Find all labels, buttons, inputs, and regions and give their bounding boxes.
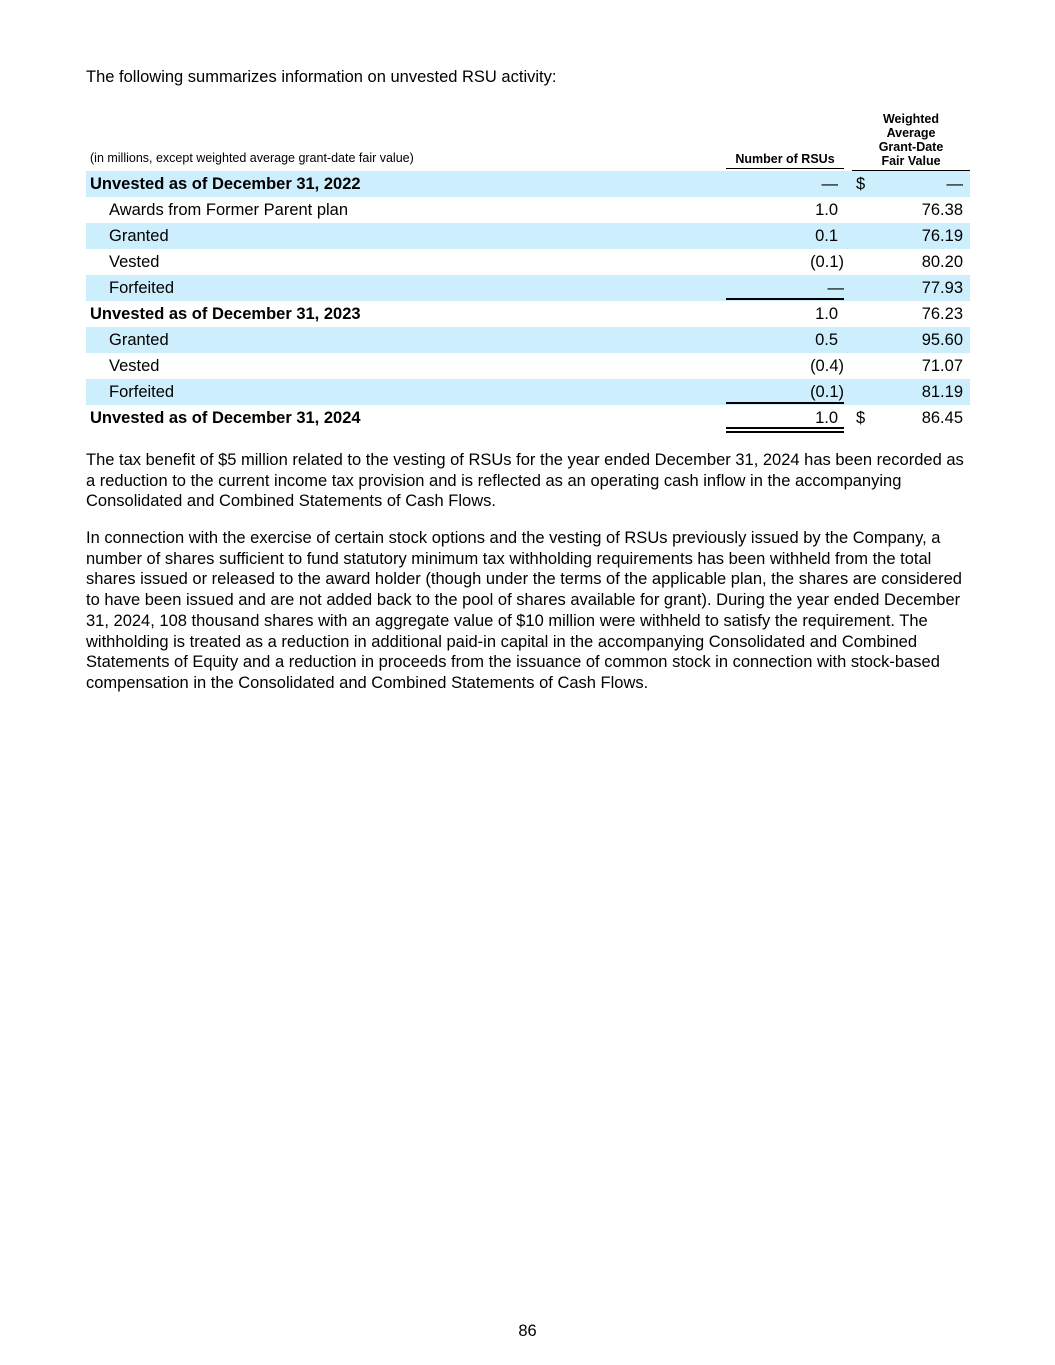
currency-symbol: $ <box>856 409 866 427</box>
row-label: Vested <box>109 357 160 375</box>
fair-value: 95.60 <box>921 331 963 349</box>
rsus-value: (0.1) <box>810 383 844 401</box>
row-label: Vested <box>109 253 160 271</box>
fair-value: 76.38 <box>921 201 963 219</box>
fair-value: 76.23 <box>921 305 963 323</box>
currency-symbol: $ <box>856 175 866 193</box>
fair-value: 86.45 <box>921 409 963 427</box>
paragraph-withholding: In connection with the exercise of certain stock options and the vesting of RSUs previously issued by the Company, a number of shares sufficient to fund statutory minimum tax withholding requirements has been withheld from the total shares issued or released to the award holder (though under the terms of the applicable plan, the shares are considered to have been issued and are not added back to the pool of shares available for grant). During the year ended December 31, 2024, 108 thousand shares with an aggregate value of $10 million were withheld to satisfy the requirement. The withholding is treated as a reduction in additional paid-in capital in the accompanying Consolidated and Combined Statements of Equity and a reduction in proceeds from the issuance of common stock in connection with stock-based compensation in the Consolidated and Combined Statements of Cash Flows. <box>86 529 962 692</box>
total-double-rule <box>726 431 844 433</box>
fair-value: 71.07 <box>921 357 963 375</box>
row-label: Forfeited <box>109 279 175 297</box>
rsus-value: 0.1 <box>815 227 838 245</box>
table-row <box>86 353 970 379</box>
table-row <box>86 249 970 275</box>
table-row <box>86 197 970 223</box>
row-label: Awards from Former Parent plan <box>109 201 349 219</box>
rsus-value: — <box>827 279 844 297</box>
table-units-note: (in millions, except weighted average grant-date fair value) <box>90 151 414 165</box>
subtotal-rule <box>726 402 844 404</box>
table-row <box>86 223 970 249</box>
row-label: Unvested as of December 31, 2024 <box>90 409 361 427</box>
table-row <box>86 171 970 197</box>
col-header-fair-value-line: Average <box>886 126 936 140</box>
row-label: Unvested as of December 31, 2023 <box>90 305 361 323</box>
rsus-value: 1.0 <box>815 409 838 427</box>
page-number: 86 <box>518 1322 537 1340</box>
rsus-value: (0.1) <box>810 253 844 271</box>
rsus-value: — <box>821 175 838 193</box>
fair-value: — <box>946 175 963 193</box>
col-header-fair-value-line: Grant-Date <box>878 140 944 154</box>
fair-value: 80.20 <box>921 253 963 271</box>
col-header-fair-value <box>852 112 970 171</box>
table-row <box>86 327 970 353</box>
rsus-value: (0.4) <box>810 357 844 375</box>
fair-value: 76.19 <box>921 227 963 245</box>
col-header-rsus: Number of RSUs <box>726 152 844 169</box>
row-label: Forfeited <box>109 383 175 401</box>
rsus-value: 1.0 <box>815 201 838 219</box>
row-label: Unvested as of December 31, 2022 <box>90 175 361 193</box>
row-label: Granted <box>109 331 169 349</box>
paragraph-tax-benefit: The tax benefit of $5 million related to the vesting of RSUs for the year ended December 31, 2024 has been recorded as a reduction to the current income tax provision and is reflected as an operating cash inflow in the accompanying Consolidated and Combined Statements of Cash Flows. <box>86 451 964 511</box>
intro-text: The following summarizes information on unvested RSU activity: <box>86 68 557 86</box>
rsus-value: 1.0 <box>815 305 838 323</box>
col-header-fair-value-line: Fair Value <box>881 154 941 168</box>
col-header-fair-value-line: Weighted <box>882 112 940 126</box>
row-label: Granted <box>109 227 169 245</box>
rsus-value: 0.5 <box>815 331 838 349</box>
fair-value: 77.93 <box>921 279 963 297</box>
table-row <box>86 301 970 327</box>
fair-value: 81.19 <box>921 383 963 401</box>
subtotal-rule <box>726 298 844 300</box>
total-double-rule <box>726 427 844 429</box>
